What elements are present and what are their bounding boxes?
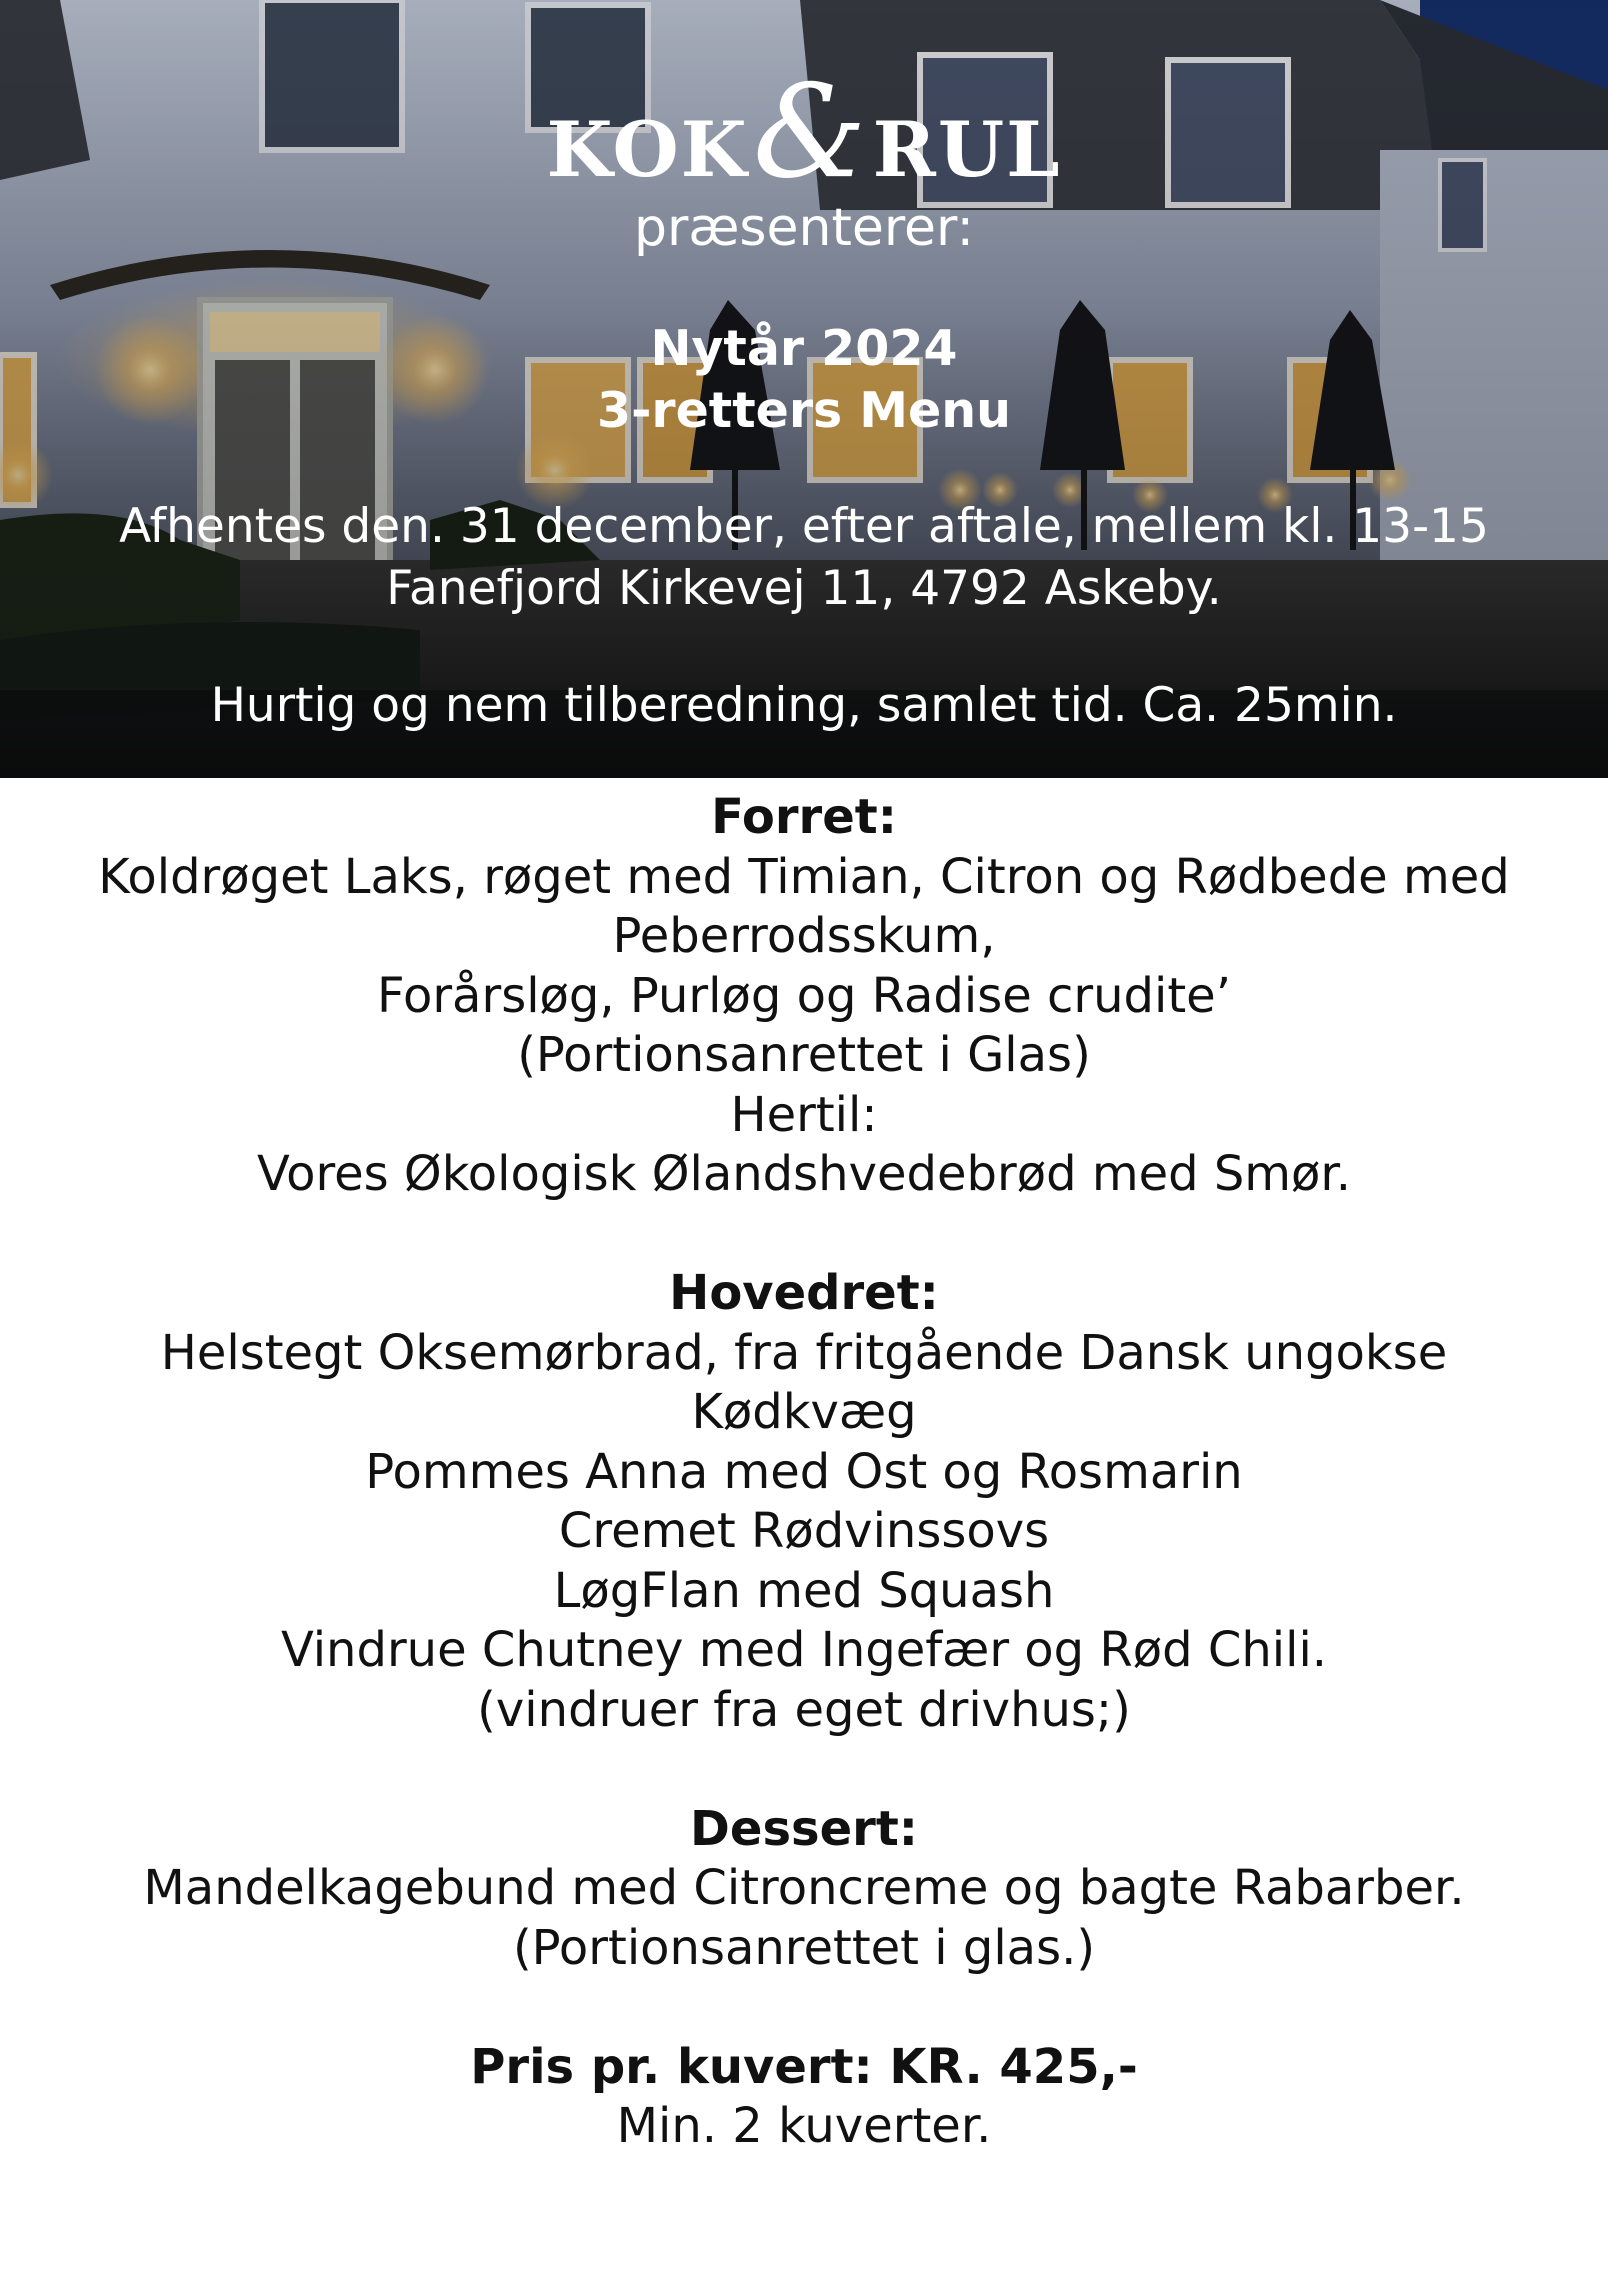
event-title: [0, 318, 1608, 442]
main-course-line: (vindruer fra eget drivhus;): [477, 1681, 1131, 1738]
pickup-address: Fanefjord Kirkevej 11, 4792 Askeby.: [386, 561, 1222, 616]
starter-line: Hertil:: [730, 1086, 878, 1143]
hero-text: [0, 0, 1608, 778]
starter-line: Koldrøget Laks, røget med Timian, Citron og Rødbede med: [98, 848, 1510, 905]
dessert-line: (Portionsanrettet i glas.): [512, 1919, 1096, 1976]
main-course-line: LøgFlan med Squash: [553, 1562, 1055, 1619]
kok-og-rul-logo: [0, 58, 1608, 207]
prep-time-note: Hurtig og nem tilberedning, samlet tid. Ca. 25min.: [210, 678, 1398, 733]
main-course-line: Vindrue Chutney med Ingefær og Rød Chili.: [280, 1622, 1328, 1678]
starter-line: Vores Økologisk Ølandshvedebrød med Smør.: [256, 1146, 1352, 1202]
starter-line: Forårsløg, Purløg og Radise crudite’: [377, 967, 1231, 1024]
main-course-line: Kødkvæg: [691, 1384, 917, 1440]
main-course-line: Pommes Anna med Ost og Rosmarin: [365, 1443, 1243, 1500]
event-title-line-2: 3-retters Menu: [596, 382, 1012, 439]
starter-heading: Forret:: [711, 789, 897, 845]
dessert-heading: Dessert:: [690, 1800, 918, 1857]
logo-word-right: RUL: [872, 105, 1062, 194]
pickup-time: Afhentes den. 31 december, efter aftale, mellem kl. 13-15: [119, 499, 1489, 554]
dessert-line: Mandelkagebund med Citroncreme og bagte Rabarber.: [143, 1860, 1465, 1916]
minimum-order-note: Min. 2 kuverter.: [616, 2098, 992, 2154]
pickup-info: [0, 496, 1608, 620]
presents-label: præsenterer:: [633, 198, 975, 258]
spacer: [0, 1978, 1608, 2038]
starter-line: (Portionsanrettet i Glas): [517, 1027, 1091, 1083]
menu-body: [0, 788, 1608, 2157]
hero-photo: [0, 0, 1608, 778]
logo-word-left: KOK: [546, 105, 749, 194]
spacer: [0, 1740, 1608, 1800]
spacer: [0, 1205, 1608, 1265]
starter-line: Peberrodsskum,: [612, 908, 996, 964]
main-course-line: Helstegt Oksemørbrad, fra fritgående Dansk ungokse: [160, 1324, 1448, 1381]
price-heading: Pris pr. kuvert: KR. 425,-: [470, 2038, 1138, 2095]
main-course-heading: Hovedret:: [669, 1265, 939, 1321]
event-title-line-1: Nytår 2024: [650, 320, 958, 377]
main-course-line: Cremet Rødvinssovs: [558, 1503, 1050, 1559]
logo-ampersand: &: [752, 58, 869, 207]
